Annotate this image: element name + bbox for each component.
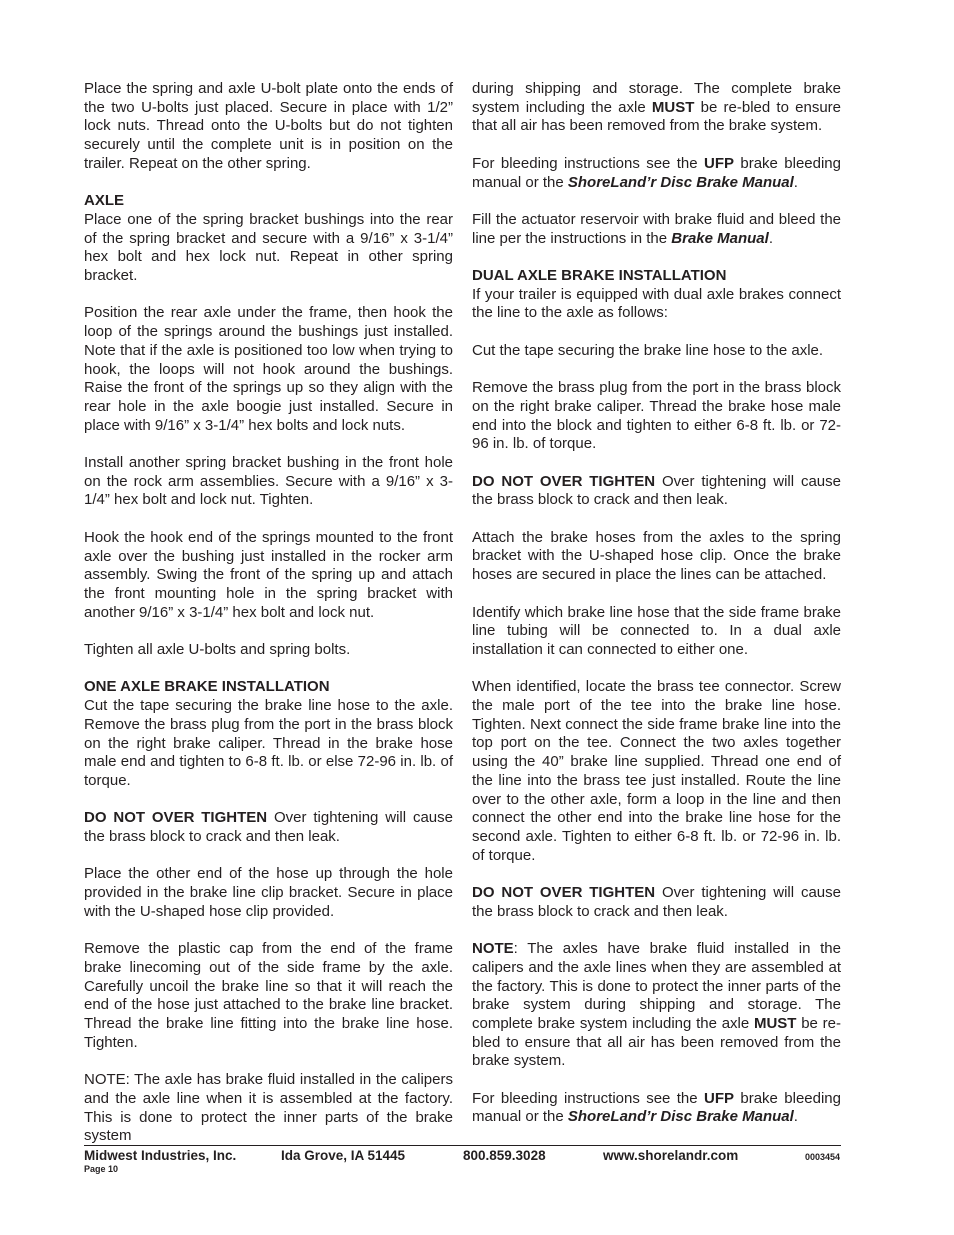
paragraph: For bleeding instructions see the UFP brake bleeding manual or the ShoreLand’r Disc Brake Manual. — [472, 1089, 841, 1126]
paragraph: When identified, locate the brass tee connector. Screw the male port of the tee into the brake line hose. Tighten. Next connect the side frame brake line into the top port on the tee. Connect the two axles together using the 40” brake line supplied. Thread one end of the line into the brass tee just installed. Route the line over to the other axle, form a loop in the line and then connect the other end into the brake line hose for the second axle. Tighten to either 6-8 ft. lb. or 72-96 in. lb. of torque. — [472, 678, 841, 864]
footer-divider — [84, 1145, 841, 1146]
manual-title: ShoreLand’r Disc Brake Manual — [567, 1108, 794, 1126]
section-heading-axle: AXLE — [84, 192, 125, 210]
brake-manual-title: Brake Manual — [671, 229, 769, 247]
ufp-label: UFP — [704, 1089, 734, 1107]
footer-company: Midwest Industries, Inc. — [84, 1148, 237, 1163]
paragraph: Cut the tape securing the brake line hose to the axle. — [472, 341, 824, 359]
note-paragraph: NOTE: The axle has brake fluid installed in the calipers and the axle line when it is assembled at the factory. This is done to protect the inner parts of the brake system — [84, 1071, 453, 1145]
paragraph: Place the spring and axle U-bolt plate onto the ends of the two U-bolts just placed. Secure in place with 1/2” lock nuts. Thread onto the U-bolts but do not tighten securely until the complete unit is in position on the trailer. Repeat on the other spring. — [84, 80, 453, 172]
emphasis-must: MUST — [753, 1014, 797, 1032]
warning-paragraph: DO NOT OVER TIGHTEN Over tightening will cause the brass block to crack and then leak. — [472, 472, 841, 509]
paragraph: during shipping and storage. The complete brake system including the axle MUST be re-bled to ensure that all air has been removed from the brake system. — [472, 80, 841, 135]
footer-phone: 800.859.3028 — [463, 1148, 546, 1163]
paragraph: Install another spring bracket bushing in the front hole on the rock arm assemblies. Secure with a 9/16” x 3-1/4” hex bolt and lock nut. Tighten. — [84, 454, 453, 509]
warning-label: DO NOT OVER TIGHTEN — [84, 809, 268, 827]
paragraph: Identify which brake line hose that the side frame brake line tubing will be connected to. In a dual axle installation it can connected to either one. — [472, 603, 841, 658]
paragraph: Fill the actuator reservoir with brake fluid and bleed the line per the instructions in the Brake Manual. — [472, 210, 841, 247]
paragraph: Cut the tape securing the brake line hose to the axle. Remove the brass plug from the port in the brass block on the right brake caliper. Thread in the brake hose male end and tighten to 6-8 ft. lb. or else 72-96 in. lb. of torque. — [84, 697, 453, 789]
emphasis-must: MUST — [651, 98, 695, 116]
paragraph: Position the rear axle under the frame, then hook the loop of the springs around the bushings just installed. Note that if the axle is positioned too low when trying to hook, the loops will not hook around the bushings. Raise the front of the springs up so they align with the rear hole in the axle boogie just installed. Secure in place with 9/16” x 3-1/4” hex bolts and lock nuts. — [84, 304, 453, 434]
warning-paragraph: DO NOT OVER TIGHTEN Over tightening will cause the brass block to crack and then leak. — [472, 884, 841, 920]
ufp-label: UFP — [704, 154, 734, 172]
paragraph: Place one of the spring bracket bushings into the rear of the spring bracket and secure with a 9/16” x 3-1/4” hex bolt and hex lock nut. Repeat in other spring bracket. — [84, 210, 453, 285]
footer-website: www.shorelandr.com — [603, 1148, 739, 1163]
paragraph: Tighten all axle U-bolts and spring bolts. — [84, 641, 351, 659]
paragraph: Hook the hook end of the springs mounted to the front axle over the bushing just installed in the rocker arm assembly. Swing the front of the spring up and attach the front mounting hole in the spring bracket with another 9/16” x 3-1/4” hex bolt and lock nut. — [84, 528, 453, 621]
paragraph: Place the other end of the hose up through the hole provided in the brake line clip bracket. Secure in place with the U-shaped hose clip provided. — [84, 865, 453, 920]
paragraph: Attach the brake hoses from the axles to the spring bracket with the U-shaped hose clip. Once the brake hoses are secured in place the lines can be attached. — [472, 528, 841, 584]
note-label: NOTE — [472, 940, 514, 958]
left-column — [84, 80, 453, 1146]
right-column — [472, 80, 841, 1127]
paragraph: Remove the plastic cap from the end of the frame brake linecoming out of the side frame by the axle. Carefully uncoil the brake line so that it will reach the end of the hose just attached to the brake line bracket. Thread the brake line fitting into the brake line hose. Tighten. — [84, 940, 453, 1051]
warning-text: Over tightening will cause the brass block to crack and then leak. — [84, 809, 453, 846]
paragraph: If your trailer is equipped with dual axle brakes connect the line to the axle as follows: — [472, 285, 841, 322]
manual-title: ShoreLand’r Disc Brake Manual — [567, 173, 794, 191]
warning-label: DO NOT OVER TIGHTEN — [472, 884, 656, 902]
paragraph: For bleeding instructions see the UFP brake bleeding manual or the ShoreLand’r Disc Brake Manual. — [472, 154, 841, 191]
warning-label: DO NOT OVER TIGHTEN — [472, 472, 656, 490]
section-heading-dual-axle-brake: DUAL AXLE BRAKE INSTALLATION — [472, 266, 727, 284]
page-number: Page 10 — [84, 1164, 119, 1174]
paragraph: Remove the brass plug from the port in the brass block on the right brake caliper. Thread the brake hose male end into the block and tighten to either 6-8 ft. lb. or 72-96 in. lb. of torque. — [472, 379, 841, 453]
footer-address: Ida Grove, IA 51445 — [281, 1148, 406, 1163]
note-paragraph: NOTE: The axles have brake fluid installed in the calipers and the axle lines when they are assembled at the factory. This is done to protect the inner parts of the brake system during shipping and storage. The complete brake system including the axle MUST be re-bled to ensure that all air has been removed from the brake system. — [472, 940, 841, 1070]
footer-doc-number: 0003454 — [805, 1152, 841, 1162]
section-heading-one-axle-brake: ONE AXLE BRAKE INSTALLATION — [84, 678, 330, 696]
warning-paragraph — [84, 809, 453, 846]
